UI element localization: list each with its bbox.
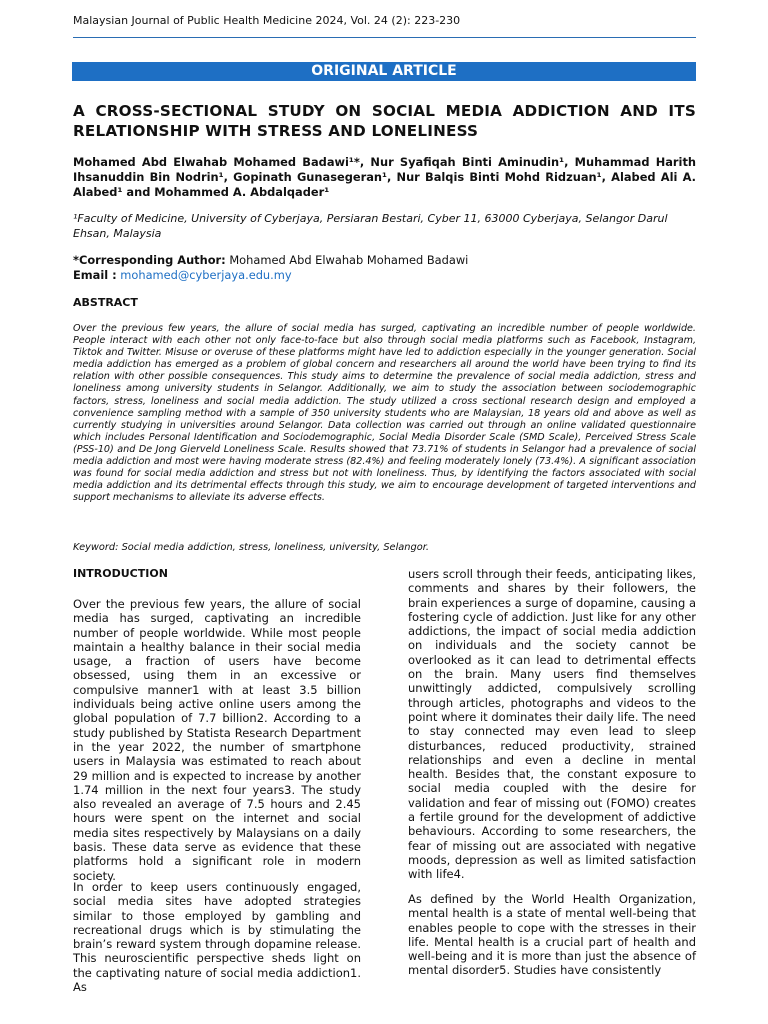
- email-line: [73, 268, 292, 283]
- email-link[interactable]: mohamed@cyberjaya.edu.my: [120, 268, 292, 282]
- author-list: Mohamed Abd Elwahab Mohamed Badawi¹*, Nur Syafiqah Binti Aminudin¹, Muhammad Harith Ihsanuddin Bin Nodrin¹, Gopinath Gunasegeran¹, Nur Balqis Binti Mohd Ridzuan¹, Alabed Ali A. Alabed¹ and Mohammed A. Abdalqader¹: [73, 155, 696, 199]
- keywords: [73, 542, 696, 553]
- body-paragraph: [408, 567, 696, 882]
- keyword-list: : Social media addiction, stress, loneliness, university, Selangor.: [115, 542, 429, 553]
- introduction-heading: INTRODUCTION: [73, 567, 168, 580]
- body-paragraph: [73, 597, 361, 883]
- paragraph-text: In order to keep users continuously engaged, social media sites have adopted strategies similar to those employed by gambling and recreational drugs which is by stimulating the brain’s reward system through dopamine release. This neuroscientific perspective sheds light on the captivating nature of social media addiction1. As: [73, 880, 361, 995]
- body-paragraph: [408, 892, 696, 978]
- paragraph-text: users scroll through their feeds, anticipating likes, comments and shares by their followers, the brain experiences a surge of dopamine, causing a fostering cycle of addiction. Just like for any other addictions, the impact of social media addiction on individuals and the society cannot be overlooked as it can lead to detrimental effects on the brain. Many users find themselves unwittingly addicted, compulsively scrolling through articles, photographs and videos to the point where it dominates their daily life. The need to stay connected may even lead to sleep disturbances, reduced productivity, strained relationships and even a decline in mental health. Besides that, the constant exposure to social media coupled with the desire for validation and fear of missing out (FOMO) creates a fertile ground for the development of addictive behaviours. According to some researchers, the fear of missing out are associated with negative moods, depression as well as limited satisfaction with life4.: [408, 567, 696, 882]
- affiliation: ¹Faculty of Medicine, University of Cyberjaya, Persiaran Bestari, Cyber 11, 63000 Cyberjaya, Selangor Darul Ehsan, Malaysia: [73, 212, 668, 240]
- article-title: A CROSS-SECTIONAL STUDY ON SOCIAL MEDIA ADDICTION AND ITS RELATIONSHIP WITH STRESS AND LONELINESS: [73, 102, 696, 140]
- journal-citation: Malaysian Journal of Public Health Medicine 2024, Vol. 24 (2): 223-230: [73, 14, 461, 27]
- corresponding-label: *Corresponding Author:: [73, 253, 226, 267]
- abstract-text: Over the previous few years, the allure of social media has surged, captivating an incredible number of people worldwide. People interact with each other not only face-to-face but also through social media platforms such as Facebook, Instagram, Tiktok and Twitter. Misuse or overuse of these platforms might have led to addiction especially in the younger generation. Social media addiction has emerged as a problem of global concern and researchers all around the world have been trying to find its relation with other possible consequences. This study aims to determine the prevalence of social media addiction, stress and loneliness among university students in Selangor. Additionally, we aim to study the association between sociodemographic factors, stress, loneliness and social media addiction. The study utilized a cross sectional research design and employed a convenience sampling method with a sample of 350 university students who are Malaysian, 18 years old and above as well as currently studying in universities around Selangor. Data collection was carried out through an online validated questionnaire which includes Personal Identification and Sociodemographic, Social Media Disorder Scale (SMD Scale), Perceived Stress Scale (PSS-10) and De Jong Gierveld Loneliness Scale. Results showed that 73.71% of students in Selangor had a prevalence of social media addiction and most were having moderate stress (82.4%) and feeling moderately lonely (73.4%). A significant association was found for social media addiction and stress but not with loneliness. Thus, by identifying the factors associated with social media addiction and its detrimental effects through this study, we aim to encourage development of targeted interventions and support mechanisms to alleviate its adverse effects.: [73, 323, 696, 504]
- header-divider: [73, 37, 696, 38]
- corresponding-author: [73, 253, 468, 268]
- article-type-banner: ORIGINAL ARTICLE: [72, 62, 696, 81]
- keyword-label: Keyword: [73, 542, 116, 553]
- body-paragraph: [73, 880, 361, 994]
- paragraph-text: As defined by the World Health Organization, mental health is a state of mental well-being that enables people to cope with the stresses in their life. Mental health is a crucial part of health and well-being and it is more than just the absence of mental disorder5. Studies have consistently: [408, 892, 696, 978]
- email-label: Email :: [73, 268, 117, 282]
- corresponding-name: Mohamed Abd Elwahab Mohamed Badawi: [229, 253, 469, 267]
- paragraph-text: Over the previous few years, the allure of social media has surged, captivating an incredible number of people worldwide. While most people maintain a healthy balance in their social media usage, a fraction of users have become obsessed, using them in an excessive or compulsive manner1 with at least 3.5 billion individuals being active online users among the global population of 7.7 billion2. According to a study published by Statista Research Department in the year 2022, the number of smartphone users in Malaysia was estimated to reach about 29 million and is expected to increase by another 1.74 million in the next four years3. The study also revealed an average of 7.5 hours and 2.45 hours were spent on the internet and social media sites respectively by Malaysians on a daily basis. These data serve as evidence that these platforms hold a significant role in modern society.: [73, 597, 361, 883]
- abstract-heading: ABSTRACT: [73, 296, 138, 309]
